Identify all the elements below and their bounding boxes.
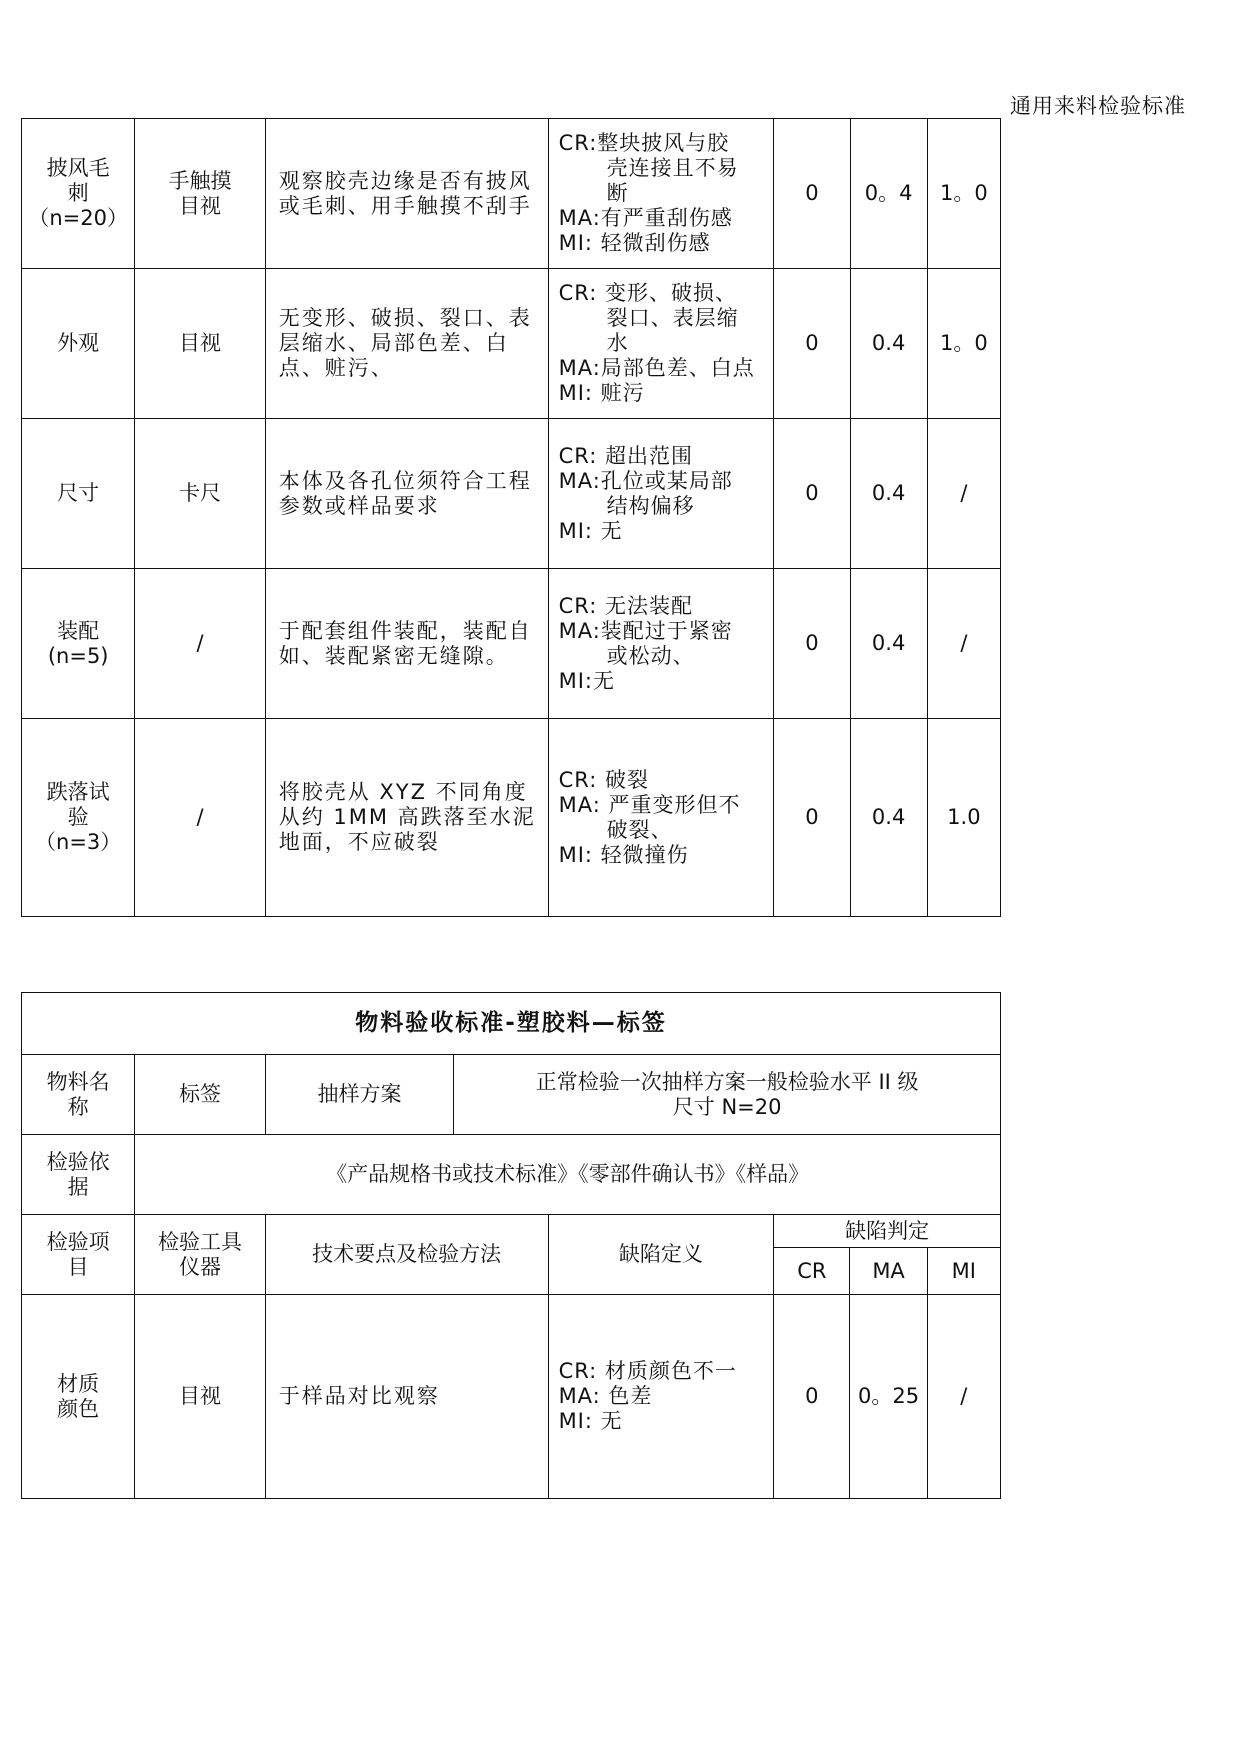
- table-title: 物料验收标准-塑胶料—标签: [22, 993, 1001, 1055]
- head-method: 技术要点及检验方法: [265, 1215, 548, 1295]
- defect-cell: CR: 变形、破损、 裂口、表层缩 水 MA:局部色差、白点 MI: 赃污: [548, 269, 774, 419]
- item-cell: 外观: [22, 269, 135, 419]
- mi-value: 1.0: [927, 719, 1000, 917]
- mi-value: 1。0: [927, 269, 1000, 419]
- head-mi: MI: [927, 1248, 1000, 1295]
- head-cr: CR: [774, 1248, 850, 1295]
- ma-value: 0。4: [850, 119, 927, 269]
- table-row: [22, 1295, 1001, 1499]
- mi-value: /: [927, 419, 1000, 569]
- cr-value: 0: [774, 719, 850, 917]
- ma-value: 0.4: [850, 269, 927, 419]
- inspection-table-2: [21, 992, 1001, 1499]
- mi-value: /: [927, 569, 1000, 719]
- tool-cell: 卡尺: [135, 419, 265, 569]
- basis-value: 《产品规格书或技术标准》《零部件确认书》《样品》: [135, 1135, 1001, 1215]
- table-row: [22, 569, 1001, 719]
- head-tool: 检验工具 仪器: [135, 1215, 265, 1295]
- method-cell: 将胶壳从 XYZ 不同角度从约 1MM 高跌落至水泥地面，不应破裂: [265, 719, 548, 917]
- defect-cell: CR: 材质颜色不一 MA: 色差 MI: 无: [548, 1295, 774, 1499]
- head-ma: MA: [850, 1248, 927, 1295]
- defect-cell: CR:整块披风与胶 壳连接且不易 断 MA:有严重刮伤感 MI: 轻微刮伤感: [548, 119, 774, 269]
- item-cell: 材质 颜色: [22, 1295, 135, 1499]
- item-cell: 装配 (n=5): [22, 569, 135, 719]
- sampling-value: 正常检验一次抽样方案一般检验水平 II 级 尺寸 N=20: [454, 1055, 1001, 1135]
- ma-value: 0.4: [850, 419, 927, 569]
- defect-cell: CR: 无法装配 MA:装配过于紧密 或松动、 MI:无: [548, 569, 774, 719]
- tool-cell: /: [135, 719, 265, 917]
- item-cell: 跌落试 验 （n=3）: [22, 719, 135, 917]
- header-note: 通用来料检验标准: [1010, 94, 1186, 118]
- mi-value: /: [927, 1295, 1000, 1499]
- material-value: 标签: [135, 1055, 265, 1135]
- defect-cell: CR: 超出范围 MA:孔位或某局部 结构偏移 MI: 无: [548, 419, 774, 569]
- cr-value: 0: [774, 119, 850, 269]
- mi-value: 1。0: [927, 119, 1000, 269]
- material-label: 物料名 称: [22, 1055, 135, 1135]
- method-cell: 本体及各孔位须符合工程参数或样品要求: [265, 419, 548, 569]
- ma-value: 0.4: [850, 719, 927, 917]
- cr-value: 0: [774, 419, 850, 569]
- table-row: [22, 119, 1001, 269]
- basis-label: 检验依 据: [22, 1135, 135, 1215]
- head-judge: 缺陷判定: [774, 1215, 1001, 1248]
- sampling-label: 抽样方案: [265, 1055, 454, 1135]
- inspection-table-1: [21, 118, 1001, 917]
- item-cell: 披风毛 刺 （n=20）: [22, 119, 135, 269]
- tool-cell: 手触摸 目视: [135, 119, 265, 269]
- method-cell: 无变形、破损、裂口、表层缩水、局部色差、白点、赃污、: [265, 269, 548, 419]
- tool-cell: /: [135, 569, 265, 719]
- cr-value: 0: [774, 1295, 850, 1499]
- cr-value: 0: [774, 269, 850, 419]
- table-row: [22, 719, 1001, 917]
- cr-value: 0: [774, 569, 850, 719]
- ma-value: 0.4: [850, 569, 927, 719]
- table-row: [22, 269, 1001, 419]
- item-cell: 尺寸: [22, 419, 135, 569]
- method-cell: 于配套组件装配，装配自如、装配紧密无缝隙。: [265, 569, 548, 719]
- method-cell: 观察胶壳边缘是否有披风或毛刺、用手触摸不刮手: [265, 119, 548, 269]
- method-cell: 于样品对比观察: [265, 1295, 548, 1499]
- head-item: 检验项 目: [22, 1215, 135, 1295]
- table-row: [22, 419, 1001, 569]
- tool-cell: 目视: [135, 1295, 265, 1499]
- ma-value: 0。25: [850, 1295, 927, 1499]
- defect-cell: CR: 破裂 MA: 严重变形但不 破裂、 MI: 轻微撞伤: [548, 719, 774, 917]
- tool-cell: 目视: [135, 269, 265, 419]
- head-defect: 缺陷定义: [548, 1215, 774, 1295]
